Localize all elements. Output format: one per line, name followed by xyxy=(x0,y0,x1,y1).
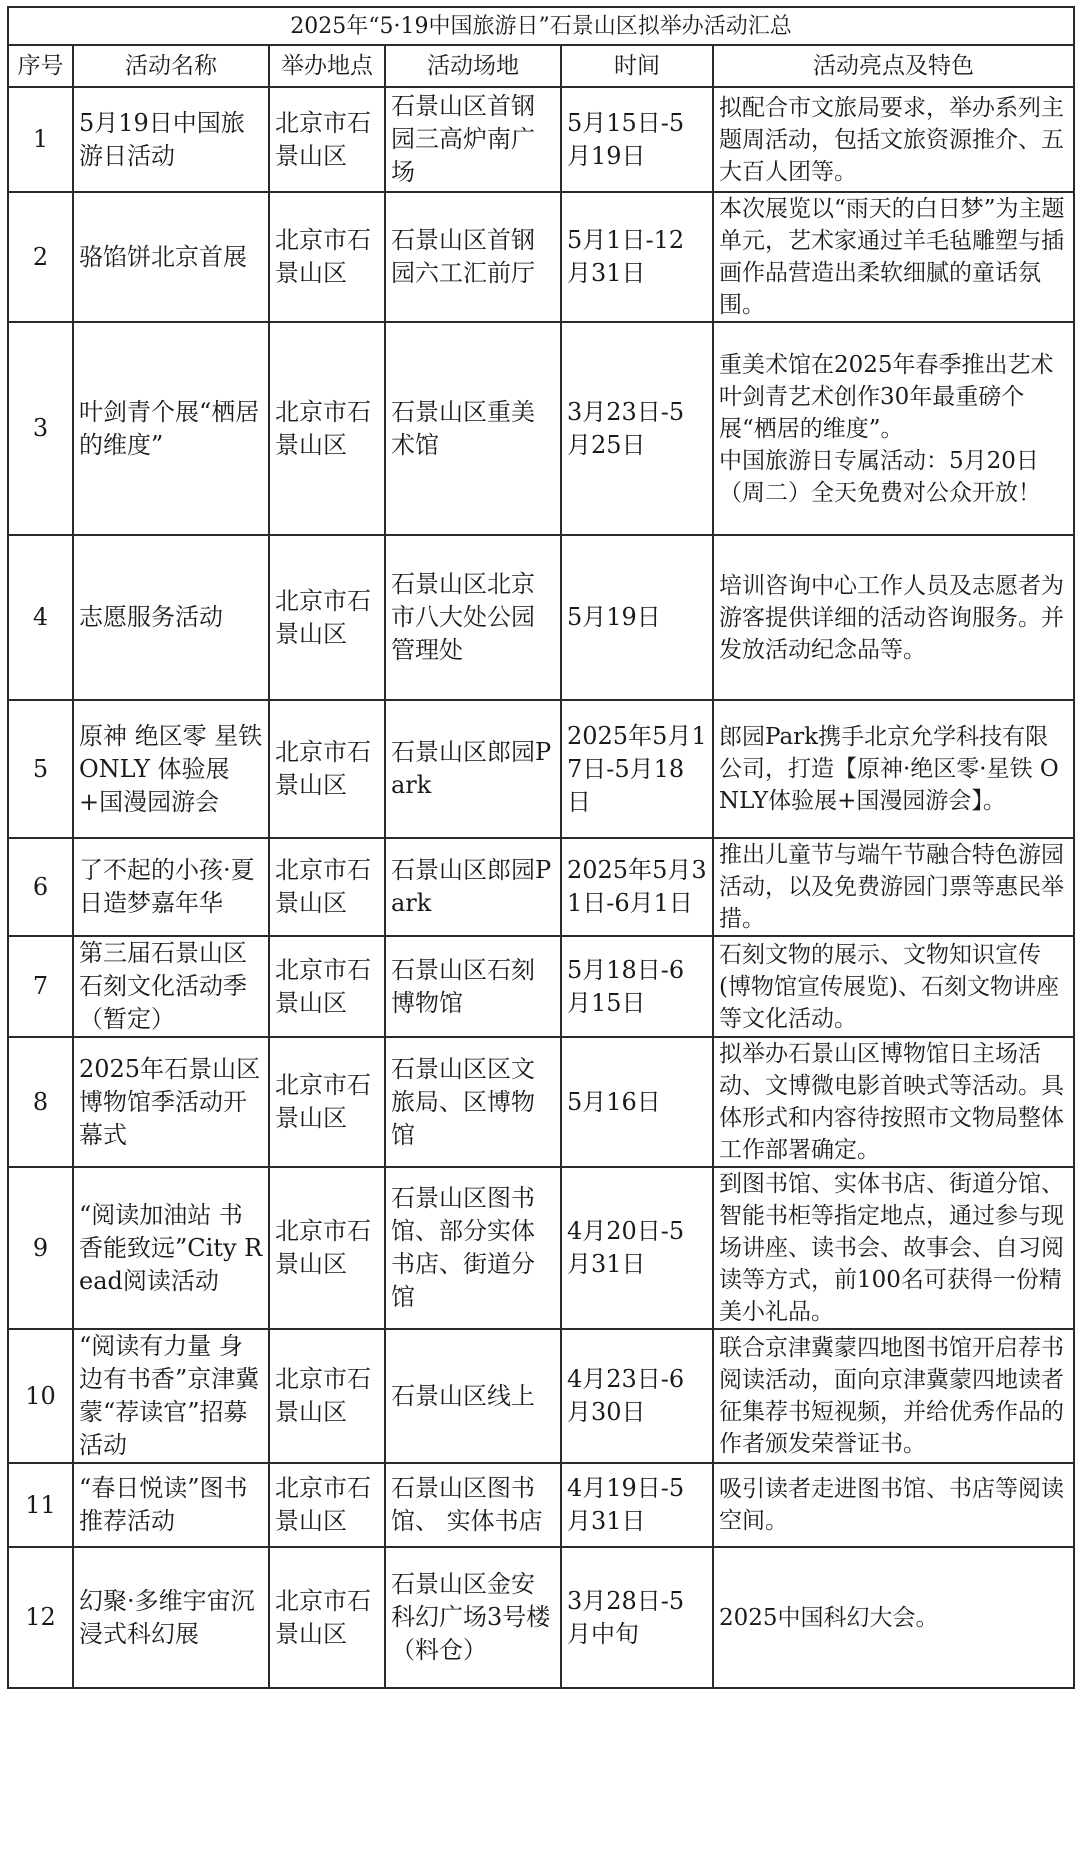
activity-venue: 石景山区郎园Park xyxy=(385,700,561,838)
activity-name: 叶剑青个展“栖居的维度” xyxy=(73,322,269,535)
activity-feature: 郎园Park携手北京允学科技有限公司，打造【原神·绝区零·星铁 ONLY体验展+国漫园游会】。 xyxy=(713,700,1074,838)
row-number: 7 xyxy=(8,936,73,1037)
header-cell: 时间 xyxy=(561,45,713,87)
activity-name: 志愿服务活动 xyxy=(73,535,269,700)
table-row xyxy=(8,535,1074,700)
row-number: 8 xyxy=(8,1037,73,1167)
activity-venue: 石景山区区文旅局、区博物馆 xyxy=(385,1037,561,1167)
row-number: 11 xyxy=(8,1463,73,1547)
activity-name: 了不起的小孩·夏日造梦嘉年华 xyxy=(73,838,269,936)
activity-name: “阅读有力量 身边有书香”京津冀蒙“荐读官”招募活动 xyxy=(73,1329,269,1463)
table-row xyxy=(8,1037,1074,1167)
activity-location: 北京市石景山区 xyxy=(269,535,385,700)
activity-location: 北京市石景山区 xyxy=(269,87,385,192)
activity-time: 5月15日-5月19日 xyxy=(561,87,713,192)
activity-time: 4月23日-6月30日 xyxy=(561,1329,713,1463)
row-number: 5 xyxy=(8,700,73,838)
activity-name: 第三届石景山区石刻文化活动季（暂定） xyxy=(73,936,269,1037)
activity-feature: 联合京津冀蒙四地图书馆开启荐书阅读活动，面向京津冀蒙四地读者征集荐书短视频，并给优秀作品的作者颁发荣誉证书。 xyxy=(713,1329,1074,1463)
activity-time: 5月16日 xyxy=(561,1037,713,1167)
activity-location: 北京市石景山区 xyxy=(269,1463,385,1547)
table-row xyxy=(8,1463,1074,1547)
activity-name: “阅读加油站 书香能致远”City Read阅读活动 xyxy=(73,1167,269,1329)
activity-venue: 石景山区线上 xyxy=(385,1329,561,1463)
header-cell: 举办地点 xyxy=(269,45,385,87)
table-row xyxy=(8,192,1074,322)
header-cell: 活动亮点及特色 xyxy=(713,45,1074,87)
activity-location: 北京市石景山区 xyxy=(269,936,385,1037)
activity-time: 5月18日-6月15日 xyxy=(561,936,713,1037)
activity-location: 北京市石景山区 xyxy=(269,700,385,838)
activity-table xyxy=(7,6,1075,1689)
activity-name: 骆馅饼北京首展 xyxy=(73,192,269,322)
activity-time: 4月19日-5月31日 xyxy=(561,1463,713,1547)
activity-venue: 石景山区首钢园三高炉南广场 xyxy=(385,87,561,192)
activity-name: 幻聚·多维宇宙沉浸式科幻展 xyxy=(73,1547,269,1688)
header-row xyxy=(8,45,1074,87)
row-number: 4 xyxy=(8,535,73,700)
activity-location: 北京市石景山区 xyxy=(269,322,385,535)
table-row xyxy=(8,322,1074,535)
activity-name: 原神 绝区零 星铁 ONLY 体验展+国漫园游会 xyxy=(73,700,269,838)
activity-time: 4月20日-5月31日 xyxy=(561,1167,713,1329)
activity-time: 5月1日-12月31日 xyxy=(561,192,713,322)
activity-venue: 石景山区图书馆、 实体书店 xyxy=(385,1463,561,1547)
activity-venue: 石景山区图书馆、部分实体书店、街道分馆 xyxy=(385,1167,561,1329)
activity-feature: 推出儿童节与端午节融合特色游园活动，以及免费游园门票等惠民举措。 xyxy=(713,838,1074,936)
activity-name: 5月19日中国旅游日活动 xyxy=(73,87,269,192)
activity-location: 北京市石景山区 xyxy=(269,1167,385,1329)
header-cell: 活动名称 xyxy=(73,45,269,87)
activity-location: 北京市石景山区 xyxy=(269,838,385,936)
activity-feature: 拟配合市文旅局要求，举办系列主题周活动，包括文旅资源推介、五大百人团等。 xyxy=(713,87,1074,192)
activity-feature: 到图书馆、实体书店、街道分馆、智能书柜等指定地点，通过参与现场讲座、读书会、故事会、自习阅读等方式，前100名可获得一份精美小礼品。 xyxy=(713,1167,1074,1329)
row-number: 1 xyxy=(8,87,73,192)
activity-feature: 本次展览以“雨天的白日梦”为主题单元，艺术家通过羊毛毡雕塑与插画作品营造出柔软细腻的童话氛围。 xyxy=(713,192,1074,322)
activity-feature: 石刻文物的展示、文物知识宣传(博物馆宣传展览)、石刻文物讲座等文化活动。 xyxy=(713,936,1074,1037)
activity-time: 2025年5月31日-6月1日 xyxy=(561,838,713,936)
activity-feature: 重美术馆在2025年春季推出艺术叶剑青艺术创作30年最重磅个展“栖居的维度”。 中国旅游日专属活动：5月20日（周二）全天免费对公众开放！ xyxy=(713,322,1074,535)
activity-time: 5月19日 xyxy=(561,535,713,700)
table-row xyxy=(8,1167,1074,1329)
activity-time: 3月23日-5月25日 xyxy=(561,322,713,535)
table-row xyxy=(8,700,1074,838)
table-row xyxy=(8,838,1074,936)
activity-venue: 石景山区重美术馆 xyxy=(385,322,561,535)
row-number: 3 xyxy=(8,322,73,535)
activity-time: 3月28日-5月中旬 xyxy=(561,1547,713,1688)
row-number: 9 xyxy=(8,1167,73,1329)
table-row xyxy=(8,1547,1074,1688)
activity-feature: 吸引读者走进图书馆、书店等阅读空间。 xyxy=(713,1463,1074,1547)
activity-feature: 培训咨询中心工作人员及志愿者为游客提供详细的活动咨询服务。并发放活动纪念品等。 xyxy=(713,535,1074,700)
header-cell: 序号 xyxy=(8,45,73,87)
activity-time: 2025年5月17日-5月18日 xyxy=(561,700,713,838)
header-cell: 活动场地 xyxy=(385,45,561,87)
table-row xyxy=(8,87,1074,192)
activity-name: “春日悦读”图书推荐活动 xyxy=(73,1463,269,1547)
row-number: 6 xyxy=(8,838,73,936)
row-number: 10 xyxy=(8,1329,73,1463)
activity-location: 北京市石景山区 xyxy=(269,1037,385,1167)
activity-location: 北京市石景山区 xyxy=(269,1329,385,1463)
activity-venue: 石景山区北京市八大处公园管理处 xyxy=(385,535,561,700)
activity-feature: 拟举办石景山区博物馆日主场活动、文博微电影首映式等活动。具体形式和内容待按照市文物局整体工作部署确定。 xyxy=(713,1037,1074,1167)
table-row xyxy=(8,1329,1074,1463)
row-number: 2 xyxy=(8,192,73,322)
table-title: 2025年“5·19中国旅游日”石景山区拟举办活动汇总 xyxy=(8,7,1074,45)
activity-venue: 石景山区石刻博物馆 xyxy=(385,936,561,1037)
activity-name: 2025年石景山区博物馆季活动开幕式 xyxy=(73,1037,269,1167)
activity-location: 北京市石景山区 xyxy=(269,192,385,322)
table-row xyxy=(8,936,1074,1037)
activity-venue: 石景山区郎园Park xyxy=(385,838,561,936)
row-number: 12 xyxy=(8,1547,73,1688)
activity-location: 北京市石景山区 xyxy=(269,1547,385,1688)
activity-venue: 石景山区首钢园六工汇前厅 xyxy=(385,192,561,322)
activity-feature: 2025中国科幻大会。 xyxy=(713,1547,1074,1688)
activity-venue: 石景山区金安科幻广场3号楼（料仓） xyxy=(385,1547,561,1688)
